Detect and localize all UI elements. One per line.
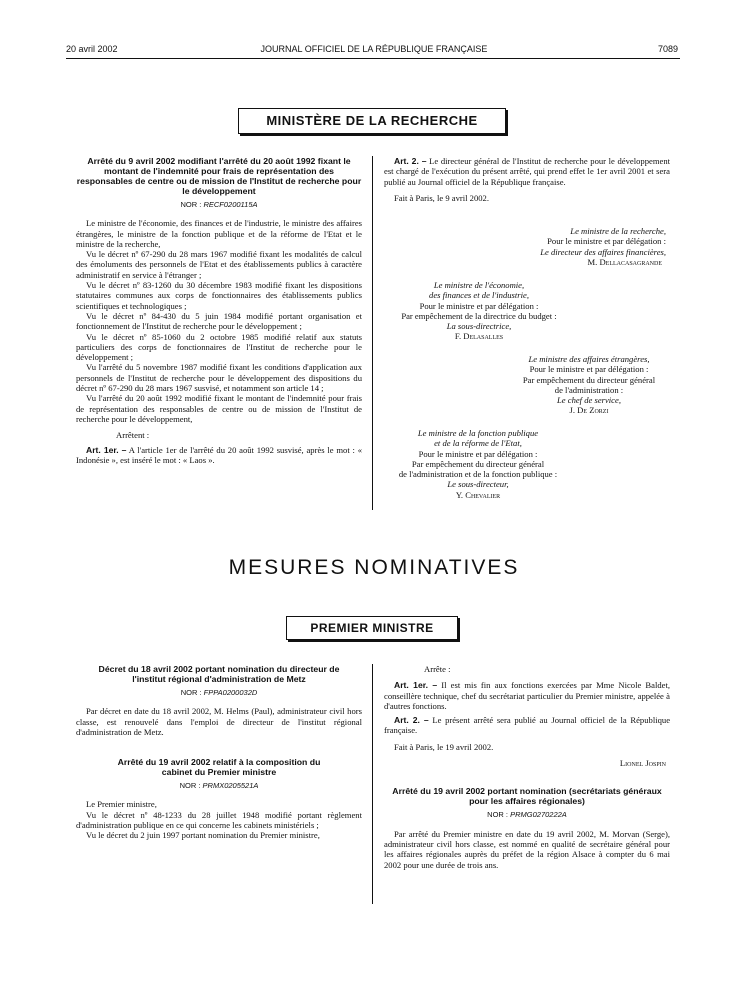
arrete1-nor-code: RECF0200115A bbox=[203, 200, 258, 209]
arrete1-article-2 bbox=[384, 156, 670, 187]
arrete1-art1-label: Art. 1er. – bbox=[86, 444, 127, 455]
arrete1-para-6: Vu l'arrêté du 20 août 1992 modifié fixant le montant de l'indemnité pour frais de représentation des responsables de centre ou de mission de l'Institut de recherche pour le développement, bbox=[76, 393, 362, 424]
arrete2-title: Arrêté du 19 avril 2002 relatif à la composition du cabinet du Premier ministre bbox=[117, 757, 321, 778]
sig2-line-3: Par empêchement de la directrice du budget : bbox=[401, 310, 557, 321]
sig4-signer: Y. Chevalier bbox=[455, 489, 501, 500]
decret-nor-code: FPPA0200032D bbox=[203, 688, 258, 697]
decret-title: Décret du 18 avril 2002 portant nomination du directeur de l'institut régional d'administration de Metz bbox=[98, 664, 340, 684]
arrete2-art2-text: Le présent arrêté sera publié au Journal officiel de la République française. bbox=[384, 715, 671, 736]
nominations-right-column bbox=[384, 664, 670, 870]
arrete2-nor-code: PRMX0205521A bbox=[202, 781, 259, 791]
column-divider-bottom bbox=[372, 664, 373, 904]
sig4-line-4: de l'administration et de la fonction publique : bbox=[398, 469, 558, 480]
arrete3-nor bbox=[384, 810, 670, 820]
header-journal: JOURNAL OFFICIEL DE LA RÉPUBLIQUE FRANÇAISE bbox=[260, 44, 488, 54]
decret-nor bbox=[76, 688, 362, 698]
ministry-heading-box: MINISTÈRE DE LA RECHERCHE bbox=[238, 108, 506, 134]
sig3-line-4: Le chef de service, bbox=[557, 395, 621, 406]
arrete1-para-5: Vu l'arrêté du 5 novembre 1987 modifié fixant les conditions d'application aux personnels de l'Institut de recherche pour le développement des dispositions du décret nº 67-290 du 28 mars 1967 susvisé, et notamment son article 14 ; bbox=[76, 362, 362, 394]
arrete1-nor-label: NOR : bbox=[180, 200, 202, 209]
arrete1-left-column bbox=[76, 156, 362, 465]
arrete1-article-1 bbox=[76, 445, 362, 466]
column-divider-top bbox=[372, 156, 373, 510]
arrete2-article-1 bbox=[384, 680, 670, 711]
sig3-line-3: de l'administration : bbox=[554, 384, 624, 395]
sig3-line-2: Par empêchement du directeur général bbox=[522, 374, 656, 385]
arrete2-nor bbox=[76, 781, 362, 791]
arrete1-art1-text: A l'article 1er de l'arrêté du 20 août 1992 susvisé, après le mot : « Indonésie », est inséré le mot : « Laos ». bbox=[76, 444, 362, 465]
sig4-line-1: et de la réforme de l'Etat, bbox=[434, 438, 522, 449]
sig4-line-2: Pour le ministre et par délégation : bbox=[418, 448, 538, 459]
signature-block-economie bbox=[384, 280, 574, 342]
arrete2-art2-label: Art. 2. – bbox=[394, 715, 429, 726]
arrete1-arretent: Arrêtent : bbox=[116, 430, 150, 441]
sig3-signer: J. De Zorzi bbox=[569, 405, 609, 416]
sig2-line-0: Le ministre de l'économie, bbox=[433, 280, 525, 290]
arrete2-art1-label: Art. 1er. – bbox=[394, 680, 438, 691]
decret-nor-label: NOR : bbox=[180, 688, 202, 697]
premier-ministre-box: PREMIER MINISTRE bbox=[286, 616, 458, 640]
sig4-line-5: Le sous-directeur, bbox=[447, 479, 509, 490]
arrete1-para-3: Vu le décret nº 84-430 du 5 juin 1984 modifié portant organisation et fonctionnement de l'Institut de recherche pour le développement ; bbox=[76, 310, 362, 332]
arrete1-art2-text: Le directeur général de l'Institut de recherche pour le développement est chargé de l'exécution du présent arrêté, qui prend effet le 1er avril 2001 et sera publié au Journal officiel de la République française. bbox=[384, 156, 670, 187]
arrete2-para-2: Vu le décret du 2 juin 1997 portant nomination du Premier ministre, bbox=[86, 830, 320, 841]
sig2-signer: F. Delasalles bbox=[454, 331, 504, 342]
arrete1-title: Arrêté du 9 avril 2002 modifiant l'arrêté du 20 août 1992 fixant le montant de l'indemnité pour frais de représentation des responsables de centre ou de mission de l'Institut de recherche pour le développement bbox=[76, 156, 362, 196]
nominations-left-column bbox=[76, 664, 362, 841]
arrete1-para-0: Le ministre de l'économie, des finances et de l'industrie, le ministre des affaires étrangères, le ministre de la fonction publique et de la réforme de l'Etat et le ministre de la recherche, bbox=[76, 218, 362, 249]
arrete2-article-2 bbox=[384, 715, 670, 736]
sig2-line-1: des finances et de l'industrie, bbox=[429, 290, 529, 301]
sig2-line-2: Pour le ministre et par délégation : bbox=[419, 300, 539, 311]
sig4-line-3: Par empêchement du directeur général bbox=[411, 458, 545, 469]
arrete2-signature: Lionel Jospin bbox=[619, 758, 666, 769]
arrete2-para-1: Vu le décret nº 48-1233 du 28 juillet 1948 modifié portant règlement d'administration publique en ce qui concerne les cabinets ministériels ; bbox=[76, 809, 362, 831]
arrete2-fait: Fait à Paris, le 19 avril 2002. bbox=[394, 741, 494, 752]
arrete1-fait: Fait à Paris, le 9 avril 2002. bbox=[394, 192, 489, 203]
arrete2-art1-text: Il est mis fin aux fonctions exercées par Mme Nicole Baldet, conseillère technique, chef du secrétariat particulier du Premier ministre, appelée à d'autres fonctions. bbox=[384, 680, 670, 711]
arrete3-nor-code: PRMG0270222A bbox=[510, 810, 567, 820]
header-page-number: 7089 bbox=[657, 44, 678, 54]
sig1-line-0: Le ministre de la recherche, bbox=[570, 226, 666, 236]
sig1-line-2: Le directeur des affaires financières, bbox=[540, 246, 666, 257]
arrete1-right-column bbox=[384, 156, 670, 203]
sig1-line-1: Pour le ministre et par délégation : bbox=[547, 236, 666, 247]
arrete1-para-4: Vu le décret nº 85-1060 du 2 octobre 1985 modifié relatif aux statuts particuliers des corps de fonctionnaires de l'Institut de recherche pour le développement ; bbox=[76, 331, 362, 363]
arrete1-para-2: Vu le décret nº 83-1260 du 30 décembre 1983 modifié fixant les dispositions statutaires communes aux corps de fonctionnaires des établissements publics scientifiques et technologiques ; bbox=[76, 280, 362, 311]
arrete2-arrete: Arrête : bbox=[424, 664, 451, 674]
signature-block-affaires-etrangeres bbox=[504, 354, 674, 416]
arrete1-para-1: Vu le décret nº 67-290 du 28 mars 1967 modifié fixant les modalités de calcul des émoluments des personnels de l'Etat et des établissements publics à caractère administratif en service à l'étranger ; bbox=[76, 249, 362, 280]
signature-block-fonction-publique bbox=[378, 428, 578, 500]
section-title: MESURES NOMINATIVES bbox=[228, 556, 520, 579]
sig4-line-0: Le ministre de la fonction publique bbox=[417, 428, 539, 438]
arrete3-title: Arrêté du 19 avril 2002 portant nomination (secrétariats généraux pour les affaires régionales) bbox=[392, 786, 662, 807]
arrete1-art2-label: Art. 2. – bbox=[394, 156, 427, 166]
arrete3-text: Par arrêté du Premier ministre en date du 19 avril 2002, M. Morvan (Serge), administrateur civil hors classe, est nommé en qualité de secrétaire général pour les affaires régionales auprès du préfet de la région Alsace à compter du 6 mai 2002 pour une durée de trois ans. bbox=[384, 828, 670, 870]
arrete2-nor-label: NOR : bbox=[179, 781, 201, 791]
header-date: 20 avril 2002 bbox=[66, 44, 118, 54]
sig3-line-0: Le ministre des affaires étrangères, bbox=[528, 354, 650, 364]
sig3-line-1: Pour le ministre et par délégation : bbox=[529, 364, 649, 375]
arrete3-nor-label: NOR : bbox=[487, 810, 509, 820]
arrete2-para-0: Le Premier ministre, bbox=[86, 799, 157, 810]
decret-text: Par décret en date du 18 avril 2002, M. Helms (Paul), administrateur civil hors classe, est renouvelé dans l'emploi de directeur de l'institut régional d'administration de Metz. bbox=[76, 706, 362, 737]
header-rule bbox=[66, 58, 680, 59]
signature-block-recherche bbox=[384, 226, 666, 267]
arrete1-nor bbox=[76, 200, 362, 210]
sig2-line-4: La sous-directrice, bbox=[446, 321, 512, 332]
sig1-signer: M. Dellacasagrande bbox=[587, 256, 662, 267]
